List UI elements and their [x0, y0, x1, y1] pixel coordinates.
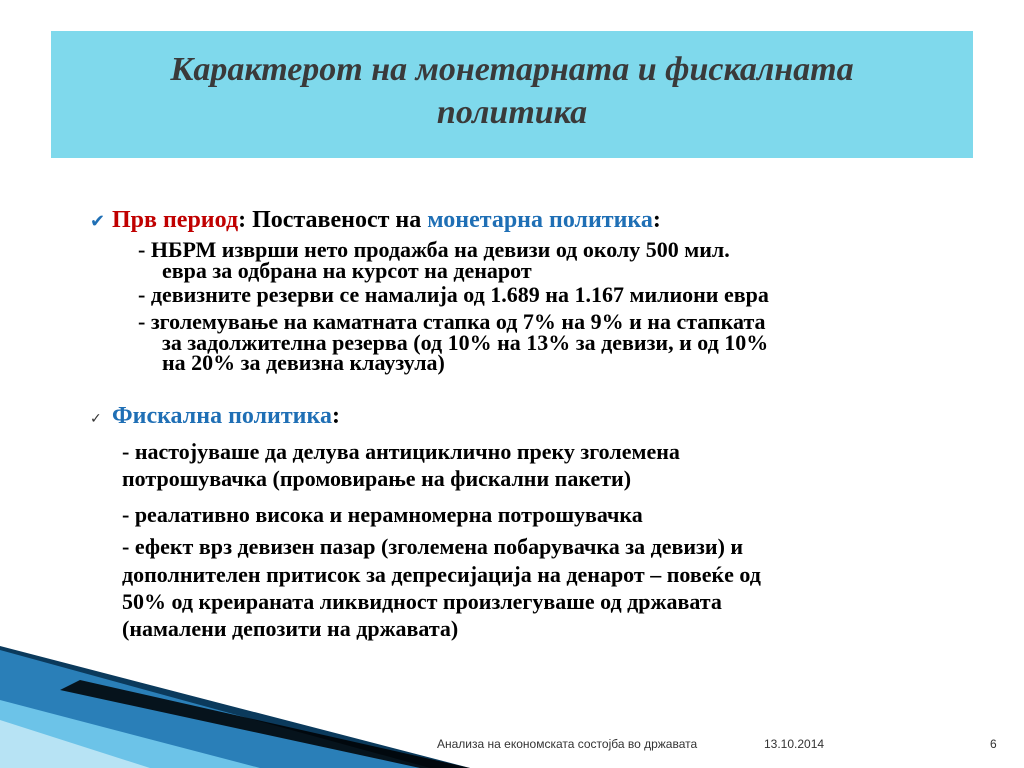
fiscal-policy-label: Фискална политика [112, 403, 332, 429]
section2-item: потрошувачка (промовирање на фискални пакети) [122, 466, 632, 491]
footer-page-number: 6 [990, 737, 997, 751]
monetary-policy-label: монетарна политика [427, 207, 653, 233]
section1-item: евра за одбрана на курсот на денарот [162, 258, 532, 283]
section2-item: - настојуваше да делува антициклично преку зголемена [122, 439, 680, 464]
footer-title: Анализа на економската состојба во државата [437, 737, 698, 751]
section1-item: - зголемување на каматната стапка од 7% на 9% и на стапката [138, 309, 766, 334]
footer-date: 13.10.2014 [764, 737, 825, 751]
section2-heading [90, 404, 340, 431]
section1-item: за задолжителна резерва (од 10% на 13% за девизи, и од 10% [162, 330, 769, 355]
section1-item: на 20% за девизна клаузула) [162, 350, 445, 375]
heading-text: Поставеност на [246, 207, 428, 233]
checkmark-icon: ✓ [90, 411, 102, 427]
checkmark-icon: ✔ [90, 211, 106, 232]
section2-item: - ефект врз девизен пазар (зголемена побарувачка за девизи) и [122, 534, 744, 559]
section2-item: дополнителен притисок за депресијација на денарот – повеќе од [122, 562, 761, 587]
section2-item: - реалативно висока и нерамномерна потрошувачка [122, 502, 643, 527]
colon: : [652, 207, 661, 233]
colon: : [331, 403, 340, 429]
section2-item: 50% од креираната ликвидност произлегуваше од државата [122, 589, 722, 614]
slide-title-line1: Карактерот на монетарната и фискалната [170, 51, 854, 88]
slide-title-line2: политика [436, 94, 588, 131]
section1-item: - девизните резерви се намалија од 1.689 на 1.167 милиони евра [138, 282, 769, 307]
colon: : [238, 207, 247, 233]
section2-item: (намалени депозити на државата) [122, 616, 459, 641]
section1-heading [90, 208, 661, 234]
first-period-label: Прв период [112, 207, 239, 233]
section1-item: - НБРМ изврши нето продажба на девизи од околу 500 мил. [138, 237, 730, 262]
